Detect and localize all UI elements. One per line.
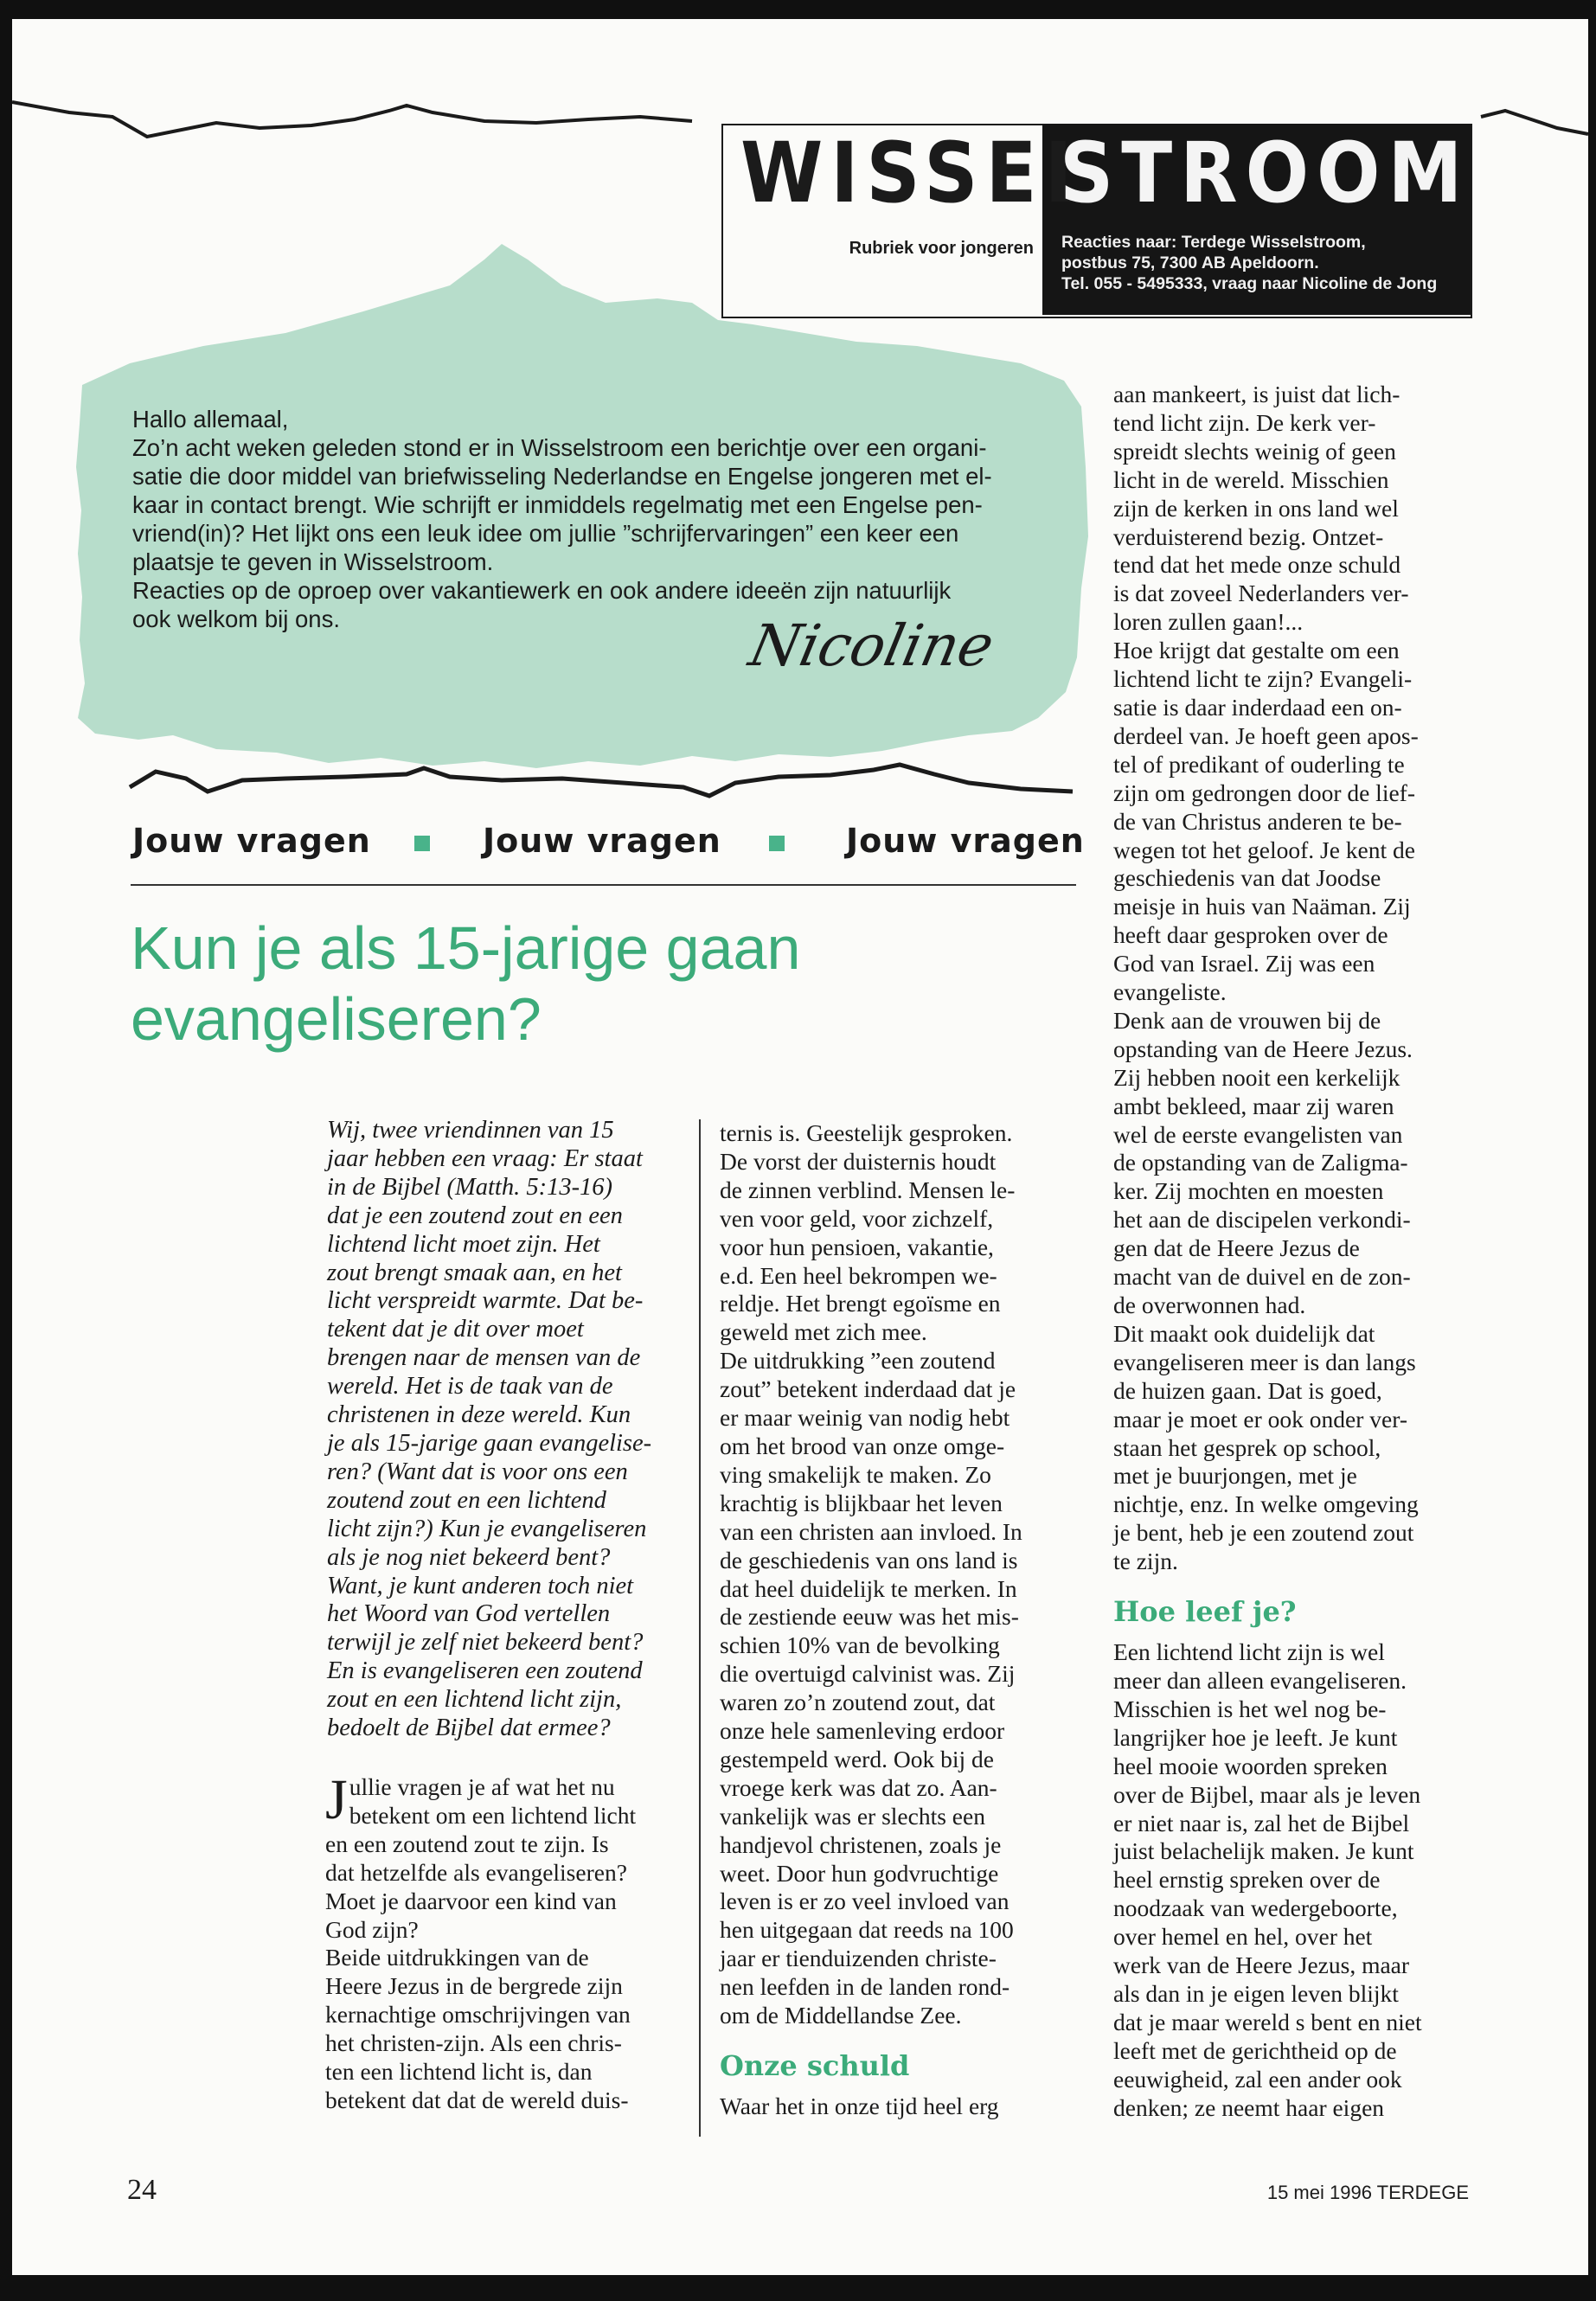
answer-line: maar je moet er ook onder ver- [1113, 1405, 1407, 1433]
article-headline [131, 913, 996, 1054]
answer-line: tend licht zijn. De kerk ver- [1113, 408, 1376, 436]
reader-question [327, 1117, 690, 1743]
section-divider [131, 884, 1076, 886]
answer-line: wegen tot het geloof. Je kent de [1113, 836, 1415, 863]
headline-line: evangeliseren? [131, 985, 542, 1053]
intro-line: ook welkom bij ons. [132, 606, 340, 632]
answer-line: om de Middellandse Zee. [720, 2002, 962, 2029]
square-bullet-icon [769, 836, 785, 851]
question-line: En is evangeliseren een zoutend [327, 1657, 643, 1685]
answer-line: evangeliste. [1113, 978, 1227, 1006]
answer-line: het aan de discipelen verkondi- [1113, 1206, 1411, 1234]
mountain-ridge-top [12, 102, 692, 137]
answer-line: Een lichtend licht zijn is wel [1113, 1638, 1385, 1666]
answer-line: ullie vragen je af wat het nu [349, 1773, 615, 1800]
answer-line: tend dat het mede onze schuld [1113, 551, 1401, 579]
answer-line: loren zullen gaan!... [1113, 608, 1304, 636]
drop-cap: J [325, 1768, 348, 1831]
masthead-title-wissel: WISSEL [740, 125, 1100, 221]
answer-line: betekent om een lichtend licht [349, 1801, 637, 1829]
question-line: bedoelt de Bijbel dat ermee? [327, 1715, 611, 1742]
answer-line: geweld met zich mee. [720, 1318, 927, 1346]
answer-line: je bent, heb je een zoutend zout [1113, 1519, 1414, 1547]
answer-line: dat hetzelfde als evangeliseren? [325, 1858, 627, 1886]
question-line: zout brengt smaak aan, en het [327, 1259, 622, 1286]
answer-line: leven is er zo veel invloed van [720, 1888, 1010, 1915]
page-number: 24 [127, 2174, 157, 2206]
answer-line: noodzaak van wedergeboorte, [1113, 1894, 1398, 1922]
question-line: licht verspreidt warmte. Dat be- [327, 1287, 644, 1315]
answer-line: staan het gesprek op school, [1113, 1433, 1381, 1461]
answer-column-2 [720, 1119, 1073, 2121]
question-line: tekent dat je dit over moet [327, 1316, 584, 1343]
section-banner-label: Jouw vragen [846, 822, 1085, 860]
answer-line: Moet je daarvoor een kind van [325, 1887, 617, 1914]
answer-line: de zinnen verblind. Mensen le- [720, 1176, 1016, 1203]
answer-line: hen uitgegaan dat reeds na 100 [720, 1916, 1014, 1944]
answer-line: meer dan alleen evangeliseren. [1113, 1666, 1407, 1694]
answer-line: over hemel en hel, over het [1113, 1923, 1373, 1951]
question-line: brengen naar de mensen van de [327, 1344, 641, 1372]
issue-footer: 15 mei 1996 TERDEGE [1266, 2182, 1469, 2203]
answer-line: handjevol christenen, zoals je [720, 1830, 1002, 1858]
answer-line: met je buurjongen, met je [1113, 1462, 1357, 1490]
answer-line: Denk aan de vrouwen bij de [1113, 1006, 1381, 1034]
answer-line: kernachtige omschrijvingen van [325, 2001, 631, 2029]
column-rule [699, 1119, 701, 2137]
answer-line: aan mankeert, is juist dat lich- [1113, 381, 1401, 407]
answer-line: betekent dat dat de wereld duis- [325, 2086, 629, 2113]
answer-line: de van Christus anderen te be- [1113, 807, 1402, 835]
intro-letter [132, 405, 1084, 633]
question-line: jaar hebben een vraag: Er staat [327, 1144, 643, 1172]
answer-line: om het brood van onze omge- [720, 1432, 1005, 1459]
answer-line: God zijn? [325, 1915, 419, 1943]
answer-line: De uitdrukking ”een zoutend [720, 1347, 996, 1375]
headline-line: Kun je als 15-jarige gaan [131, 914, 801, 982]
answer-line: lichtend licht te zijn? Evangeli- [1113, 665, 1413, 693]
answer-line: Hoe krijgt dat gestalte om een [1113, 637, 1400, 664]
answer-line: nichtje, enz. In welke omgeving [1113, 1490, 1419, 1518]
answer-line: spreidt slechts weinig of geen [1113, 437, 1396, 465]
intro-line: satie die door middel van briefwisseling Nederlandse en Engelse jongeren met el- [132, 463, 992, 490]
answer-line: werk van de Heere Jezus, maar [1113, 1952, 1410, 1979]
answer-line: dat heel duidelijk te merken. In [720, 1574, 1017, 1602]
answer-line: satie is daar inderdaad een on- [1113, 693, 1402, 721]
answer-line: vankelijk was er slechts een [720, 1802, 985, 1830]
question-line: dat je een zoutend zout en een [327, 1202, 623, 1229]
answer-line: de overwonnen had. [1113, 1292, 1306, 1318]
masthead-rubric: Rubriek voor jongeren [849, 239, 1034, 258]
answer-line: zijn de kerken in ons land wel [1113, 494, 1399, 522]
answer-line: zijn om gedrongen door de lief- [1113, 779, 1415, 806]
intro-line: vriend(in)? Het lijkt ons een leuk idee om jullie ”schrijfervaringen” een keer een [132, 520, 959, 547]
section-banner-label: Jouw vragen [483, 822, 721, 860]
answer-line: langrijker hoe je leeft. Je kunt [1113, 1723, 1398, 1751]
answer-line: ternis is. Geestelijk gesproken. [720, 1119, 1013, 1146]
answer-line: evangeliseren meer is dan langs [1113, 1348, 1416, 1375]
question-line: Want, je kunt anderen toch niet [327, 1572, 634, 1599]
answer-line: wel de eerste evangelisten van [1113, 1120, 1403, 1148]
question-line: zout en een lichtend licht zijn, [327, 1686, 622, 1714]
answer-line: heel ernstig spreken over de [1113, 1866, 1381, 1894]
intro-line: Zo’n acht weken geleden stond er in Wisselstroom een berichtje over een organi- [132, 434, 987, 461]
mountain-ridge-middle [130, 765, 1073, 796]
answer-line: krachtig is blijkbaar het leven [720, 1489, 1003, 1516]
answer-line: Dit maakt ook duidelijk dat [1113, 1319, 1375, 1347]
answer-line: Misschien is het wel nog be- [1113, 1695, 1387, 1722]
masthead-contact [1061, 232, 1468, 294]
answer-line: verduisterend bezig. Ontzet- [1113, 522, 1384, 550]
answer-line: macht van de duivel en de zon- [1113, 1263, 1411, 1291]
answer-line: waren zo’n zoutend zout, dat [720, 1689, 996, 1716]
answer-column-1 [325, 1768, 682, 2115]
answer-line: juist belachelijk maken. Je kunt [1113, 1837, 1414, 1865]
answer-line: vroege kerk was dat zo. Aan- [720, 1773, 997, 1801]
question-line: lichtend licht moet zijn. Het [327, 1230, 600, 1258]
question-line: terwijl je zelf niet bekeerd bent? [327, 1629, 644, 1657]
answer-line: opstanding van de Heere Jezus. [1113, 1035, 1413, 1062]
answer-line: van een christen aan invloed. In [720, 1517, 1022, 1545]
question-line: in de Bijbel (Matth. 5:13-16) [327, 1173, 613, 1201]
answer-line: ker. Zij mochten en moesten [1113, 1177, 1384, 1205]
contact-line: postbus 75, 7300 AB Apeldoorn. [1061, 253, 1319, 272]
question-line: zoutend zout en een lichtend [327, 1486, 606, 1514]
answer-line: gestempeld werd. Ook bij de [720, 1745, 994, 1772]
answer-line: dat je maar wereld s bent en niet [1113, 2008, 1422, 2035]
answer-line: het christen-zijn. Als een chris- [325, 2029, 622, 2057]
answer-line: ten een lichtend licht is, dan [325, 2058, 593, 2086]
answer-line: zout” betekent inderdaad dat je [720, 1375, 1016, 1403]
subheading-onze-schuld: Onze schuld [720, 2049, 910, 2082]
answer-line: Beide uitdrukkingen van de [325, 1944, 589, 1971]
answer-line: denken; ze neemt haar eigen [1113, 2093, 1385, 2121]
answer-line: en een zoutend zout te zijn. Is [325, 1830, 609, 1857]
answer-line: geschiedenis van dat Joodse [1113, 864, 1381, 892]
intro-line: Hallo allemaal, [132, 406, 289, 433]
answer-line: onze hele samenleving erdoor [720, 1717, 1005, 1745]
question-line: ren? (Want dat is voor ons een [327, 1458, 628, 1485]
mountain-ridge-top-right [1481, 111, 1588, 134]
answer-line: schien 10% van de bevolking [720, 1631, 1000, 1659]
answer-line: jaar er tienduizenden christe- [720, 1945, 997, 1972]
answer-line: de geschiedenis van ons land is [720, 1546, 1018, 1574]
question-line: als je nog niet bekeerd bent? [327, 1543, 611, 1571]
question-line: Wij, twee vriendinnen van 15 [327, 1117, 614, 1144]
answer-line: ambt bekleed, maar zij waren [1113, 1092, 1394, 1119]
answer-line: licht in de wereld. Misschien [1113, 465, 1389, 493]
answer-line: als dan in je eigen leven blijkt [1113, 1979, 1399, 2007]
answer-line: De vorst der duisternis houdt [720, 1147, 997, 1175]
answer-line: de zestiende eeuw was het mis- [720, 1603, 1019, 1631]
answer-line: weet. Door hun godvruchtige [720, 1859, 999, 1887]
answer-line: eeuwigheid, zal een ander ook [1113, 2065, 1402, 2093]
answer-line: Heere Jezus in de bergrede zijn [325, 1972, 623, 2000]
answer-line: heel mooie woorden spreken [1113, 1752, 1388, 1779]
answer-line: nen leefden in de landen rond- [720, 1973, 1010, 2001]
answer-line: Zij hebben nooit een kerkelijk [1113, 1063, 1401, 1091]
square-bullet-icon [414, 836, 430, 851]
answer-line: die overtuigd calvinist was. Zij [720, 1660, 1016, 1688]
answer-line: heeft daar gesproken over de [1113, 921, 1388, 949]
signature: Nicoline [743, 612, 1000, 679]
answer-line: er maar weinig van nodig hebt [720, 1404, 1010, 1432]
answer-line: er niet naar is, zal het de Bijbel [1113, 1809, 1410, 1836]
intro-line: plaatsje te geven in Wisselstroom. [132, 548, 494, 575]
answer-line: e.d. Een heel bekrompen we- [720, 1261, 997, 1289]
answer-line: ving smakelijk te maken. Zo [720, 1460, 991, 1488]
intro-line: Reacties op de oproep over vakantiewerk en ook andere ideeën zijn natuurlijk [132, 577, 952, 604]
section-banner-label: Jouw vragen [132, 822, 371, 860]
answer-line: gen dat de Heere Jezus de [1113, 1234, 1360, 1262]
question-line: wereld. Het is de taak van de [327, 1373, 613, 1400]
answer-line: de opstanding van de Zaligma- [1113, 1149, 1408, 1176]
answer-line: de huizen gaan. Dat is goed, [1113, 1376, 1382, 1404]
answer-line: meisje in huis van Naäman. Zij [1113, 893, 1411, 920]
answer-line: over de Bijbel, maar als je leven [1113, 1780, 1421, 1808]
answer-column-3 [1113, 381, 1477, 2122]
answer-line: voor hun pensioen, vakantie, [720, 1233, 994, 1260]
question-line: het Woord van God vertellen [327, 1600, 611, 1628]
answer-line: te zijn. [1113, 1548, 1178, 1575]
answer-line: tel of predikant of ouderling te [1113, 750, 1405, 778]
question-line: je als 15-jarige gaan evangelise- [327, 1429, 652, 1457]
question-line: licht zijn?) Kun je evangeliseren [327, 1515, 647, 1542]
answer-line: derdeel van. Je hoeft geen apos- [1113, 721, 1419, 749]
contact-line: Tel. 055 - 5495333, vraag naar Nicoline de Jong [1061, 274, 1438, 293]
answer-line: God van Israel. Zij was een [1113, 950, 1375, 977]
question-line: christenen in deze wereld. Kun [327, 1401, 631, 1429]
intro-line: kaar in contact brengt. Wie schrijft er inmiddels regelmatig met een Engelse pen- [132, 491, 983, 518]
answer-line: is dat zoveel Nederlanders ver- [1113, 580, 1409, 607]
subheading-hoe-leef-je: Hoe leef je? [1113, 1595, 1297, 1629]
answer-line: leeft met de gerichtheid op de [1113, 2036, 1397, 2064]
answer-line: reldje. Het brengt egoïsme en [720, 1290, 1001, 1317]
contact-line: Reacties naar: Terdege Wisselstroom, [1061, 233, 1366, 252]
answer-line: ven voor geld, voor zichzelf, [720, 1204, 994, 1232]
masthead-title-stroom: STROOM [1060, 125, 1471, 221]
answer-line: Waar het in onze tijd heel erg [720, 2093, 999, 2119]
